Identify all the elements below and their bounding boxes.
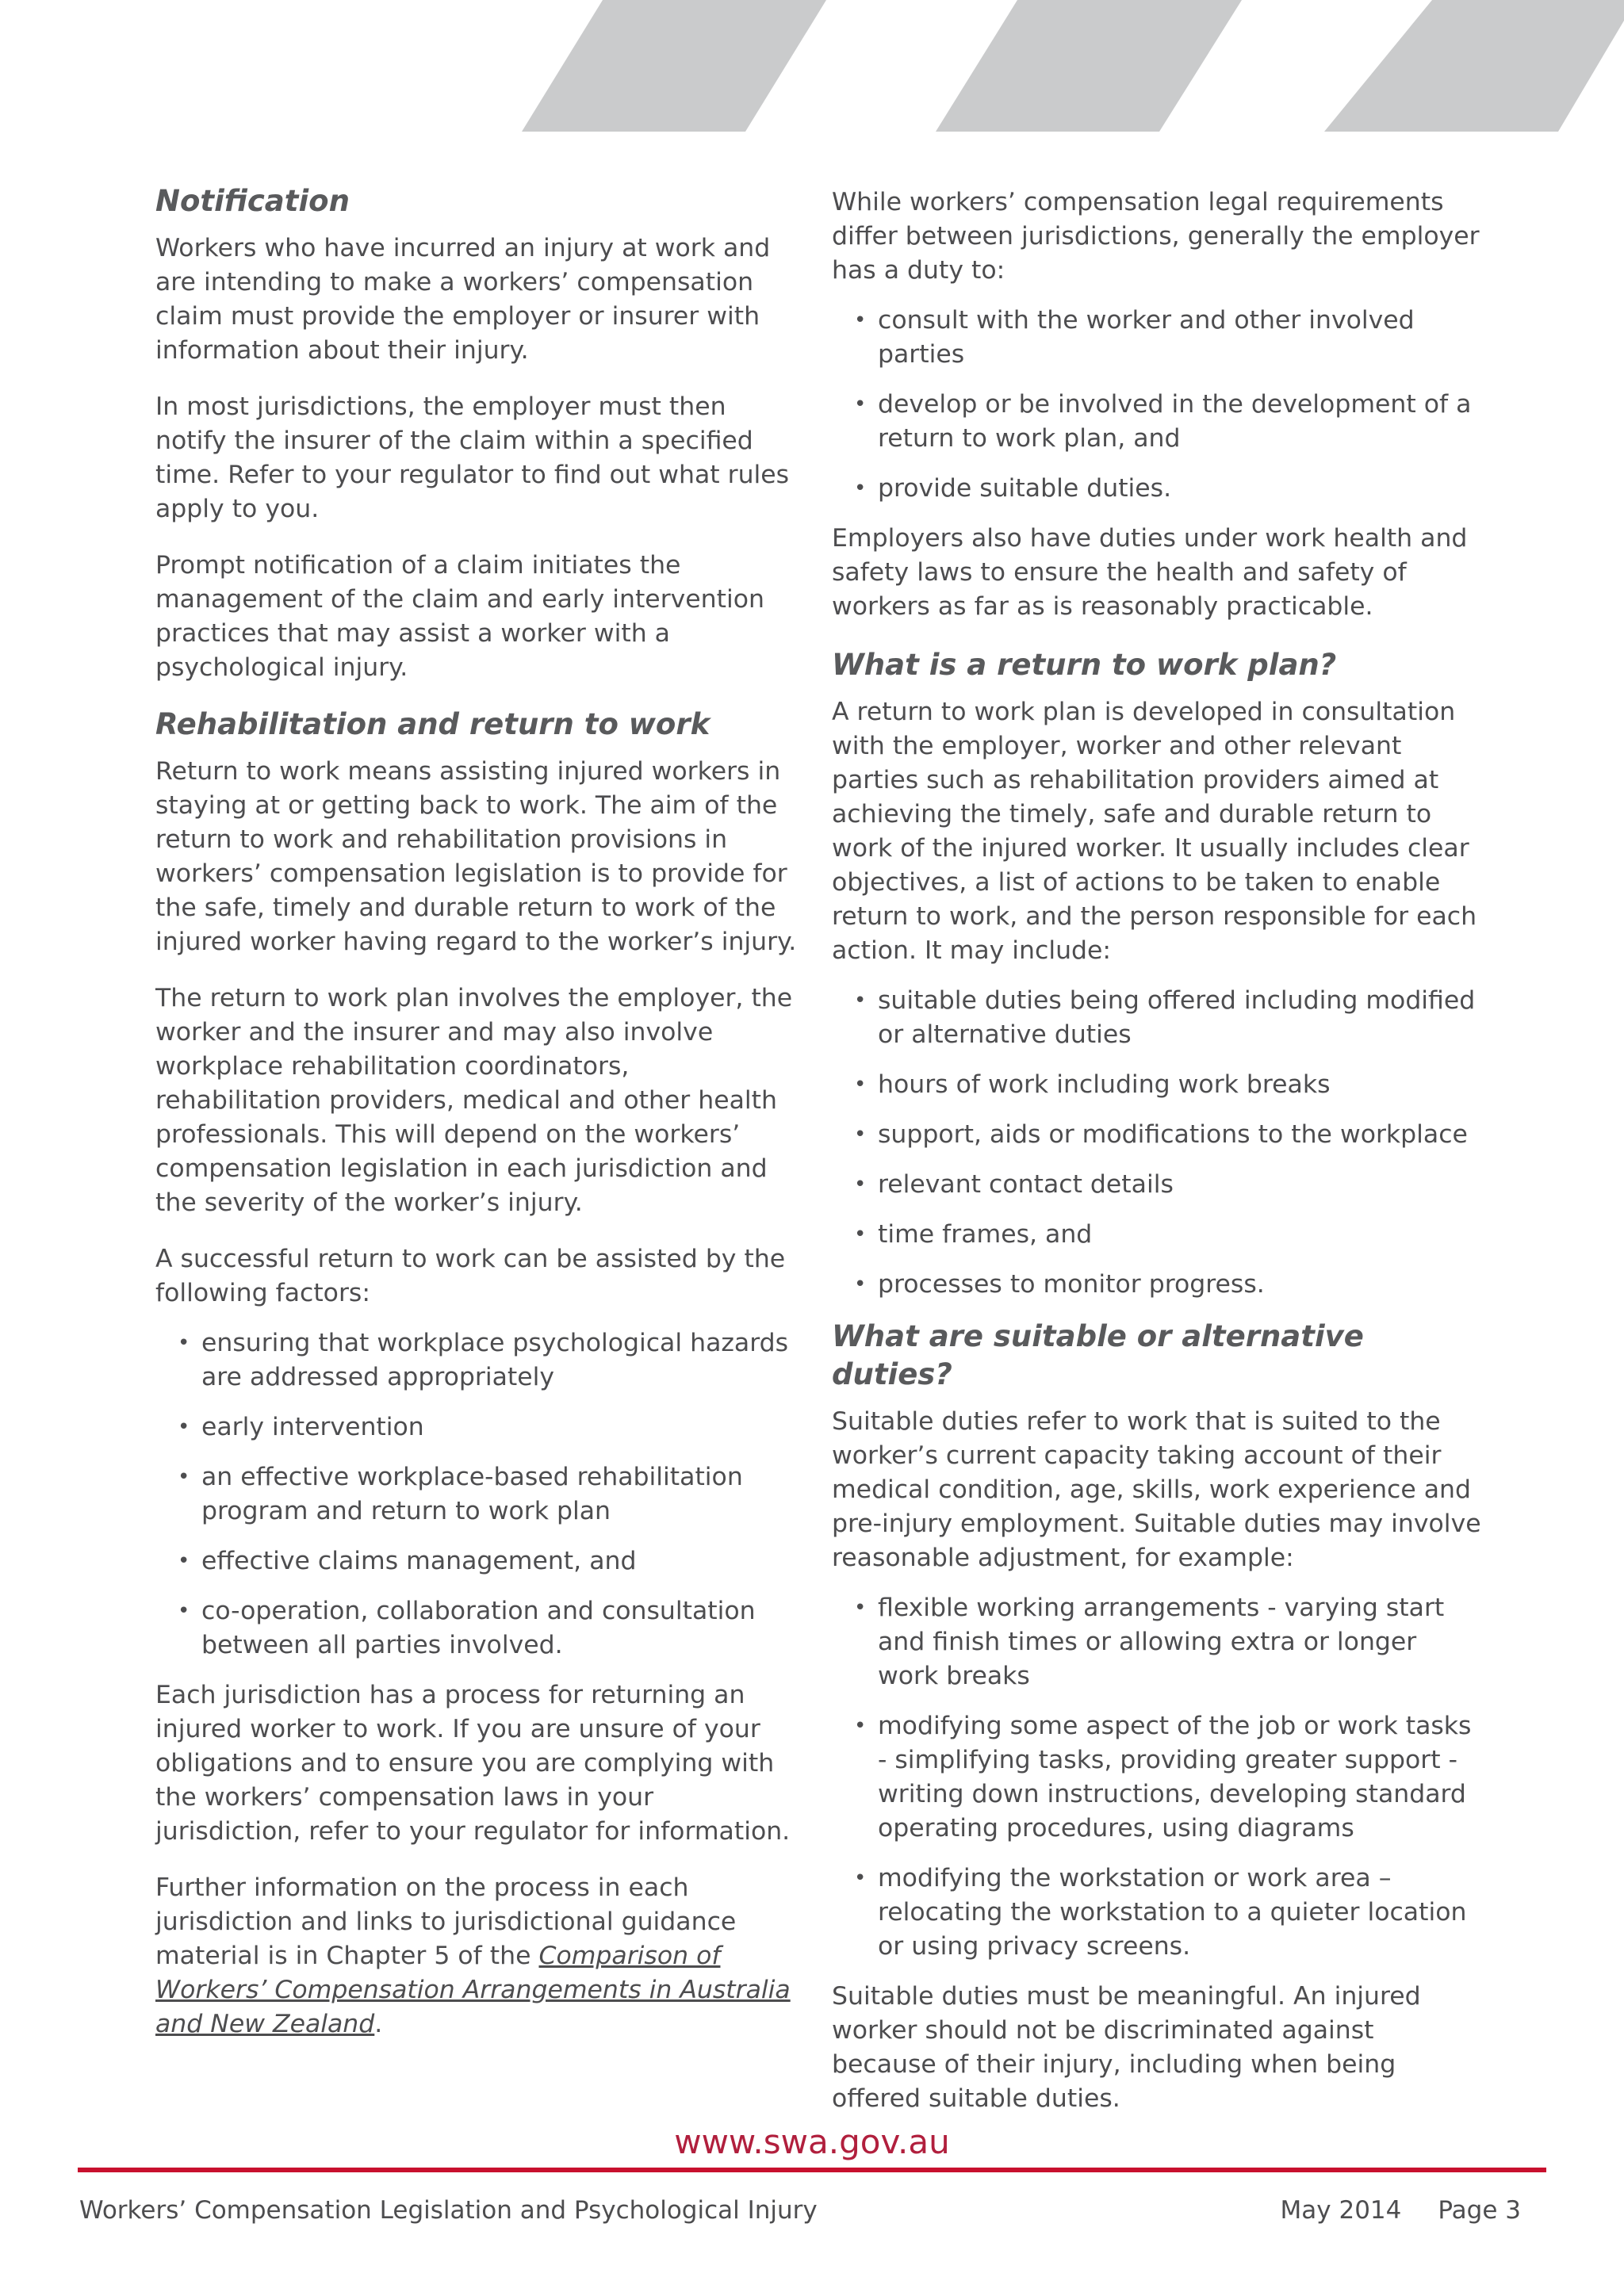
left-column: [155, 182, 802, 2064]
list-item: • modifying the workstation or work area – relocating the workstation to a quieter location or using privacy screens.: [878, 1862, 1482, 1964]
text: Further information on the process in each jurisdiction and links to jurisdictional guidance material is in Chapter 5 of the: [155, 1873, 737, 1970]
header-decorative-stripes: [0, 0, 1624, 135]
heading-rehabilitation: Rehabilitation and return to work: [155, 707, 710, 741]
list-item: • effective claims management, and: [201, 1544, 802, 1578]
list-item: • provide suitable duties.: [878, 472, 1482, 506]
footer-divider: [78, 2168, 1546, 2172]
list-item: • relevant contact details: [878, 1168, 1482, 1202]
list-item: • modifying some aspect of the job or work tasks - simplifying tasks, providing greater support - writing down instructions, developing standard operating procedures, using diagrams: [878, 1709, 1482, 1846]
paragraph: Workers who have incurred an injury at work and are intending to make a workers’ compensation claim must provide the employer or insurer with information about their injury.: [155, 234, 771, 365]
footer-document-title: Workers’ Compensation Legislation and Psychological Injury: [79, 2196, 818, 2225]
list-item: • develop or be involved in the development of a return to work plan, and: [878, 388, 1482, 456]
employer-duties-list: [832, 304, 1482, 506]
header-stripe: [1324, 0, 1624, 132]
list-item: • consult with the worker and other involved parties: [878, 304, 1482, 372]
paragraph: A successful return to work can be assisted by the following factors:: [155, 1245, 786, 1307]
paragraph: In most jurisdictions, the employer must then notify the insurer of the claim within a specified time. Refer to your regulator to find out what rules apply to you.: [155, 392, 790, 523]
website-link[interactable]: www.swa.gov.au: [674, 2122, 950, 2161]
paragraph: While workers’ compensation legal requirements differ between jurisdictions, generally the employer has a duty to:: [832, 188, 1480, 285]
plan-items-list: [832, 984, 1482, 1302]
list-item: • processes to monitor progress.: [878, 1268, 1482, 1302]
heading-suitable-duties: What are suitable or alternative duties?: [832, 1319, 1364, 1391]
list-item: • support, aids or modifications to the workplace: [878, 1118, 1482, 1152]
heading-notification: Notification: [155, 184, 350, 218]
text: .: [374, 2010, 383, 2038]
paragraph: Prompt notification of a claim initiates the management of the claim and early intervention practices that may assist a worker with a psychological injury.: [155, 551, 764, 682]
list-item: • an effective workplace-based rehabilitation program and return to work plan: [201, 1460, 802, 1529]
examples-list: [832, 1591, 1482, 1964]
list-item: • suitable duties being offered including modified or alternative duties: [878, 984, 1482, 1052]
paragraph-further-info: [155, 1871, 802, 2042]
factors-list: [155, 1326, 802, 1663]
list-item: • early intervention: [201, 1410, 802, 1445]
paragraph: The return to work plan involves the employer, the worker and the insurer and may also involve workplace rehabilitation coordinators, rehabilitation providers, medical and other health professionals. This will depend on the workers’ compensation legislation in each jurisdiction and the severity of the worker’s injury.: [155, 984, 793, 1217]
list-item: • flexible working arrangements - varying start and finish times or allowing extra or longer work breaks: [878, 1591, 1482, 1693]
paragraph: Suitable duties must be meaningful. An injured worker should not be discriminated against because of their injury, including when being offered suitable duties.: [832, 1982, 1421, 2113]
paragraph: Return to work means assisting injured workers in staying at or getting back to work. The aim of the return to work and rehabilitation provisions in workers’ compensation legislation is to provide for the safe, timely and durable return to work of the injured worker having regard to the worker’s injury.: [155, 757, 797, 956]
page-number: Page 3: [1438, 2196, 1521, 2225]
heading-return-to-work-plan: What is a return to work plan?: [832, 648, 1337, 682]
right-column: [832, 182, 1482, 2138]
comparison-report-link[interactable]: Comparison of Workers’ Compensation Arrangements in Australia and New Zealand: [155, 1942, 791, 2038]
paragraph: Suitable duties refer to work that is suited to the worker’s current capacity taking account of their medical condition, age, skills, work experience and pre-injury employment. Suitable duties may involve reasonable adjustment, for example:: [832, 1407, 1481, 1572]
footer-date: May 2014: [1280, 2196, 1402, 2225]
header-stripe: [522, 0, 826, 132]
list-item: • hours of work including work breaks: [878, 1068, 1482, 1102]
footer-meta: [1281, 2195, 1521, 2226]
paragraph: Each jurisdiction has a process for returning an injured worker to work. If you are unsure of your obligations and to ensure you are complying with the workers’ compensation laws in your jurisdiction, refer to your regulator for information.: [155, 1681, 791, 1846]
paragraph: A return to work plan is developed in consultation with the employer, worker and other relevant parties such as rehabilitation providers aimed at achieving the timely, safe and durable return to work of the injured worker. It usually includes clear objectives, a list of actions to be taken to enable return to work, and the person responsible for each action. It may include:: [832, 698, 1477, 965]
list-item: • co-operation, collaboration and consultation between all parties involved.: [201, 1594, 802, 1663]
list-item: • time frames, and: [878, 1218, 1482, 1252]
paragraph: Employers also have duties under work health and safety laws to ensure the health and safety of workers as far as is reasonably practicable.: [832, 524, 1468, 621]
list-item: • ensuring that workplace psychological hazards are addressed appropriately: [201, 1326, 802, 1395]
header-stripe: [936, 0, 1242, 132]
